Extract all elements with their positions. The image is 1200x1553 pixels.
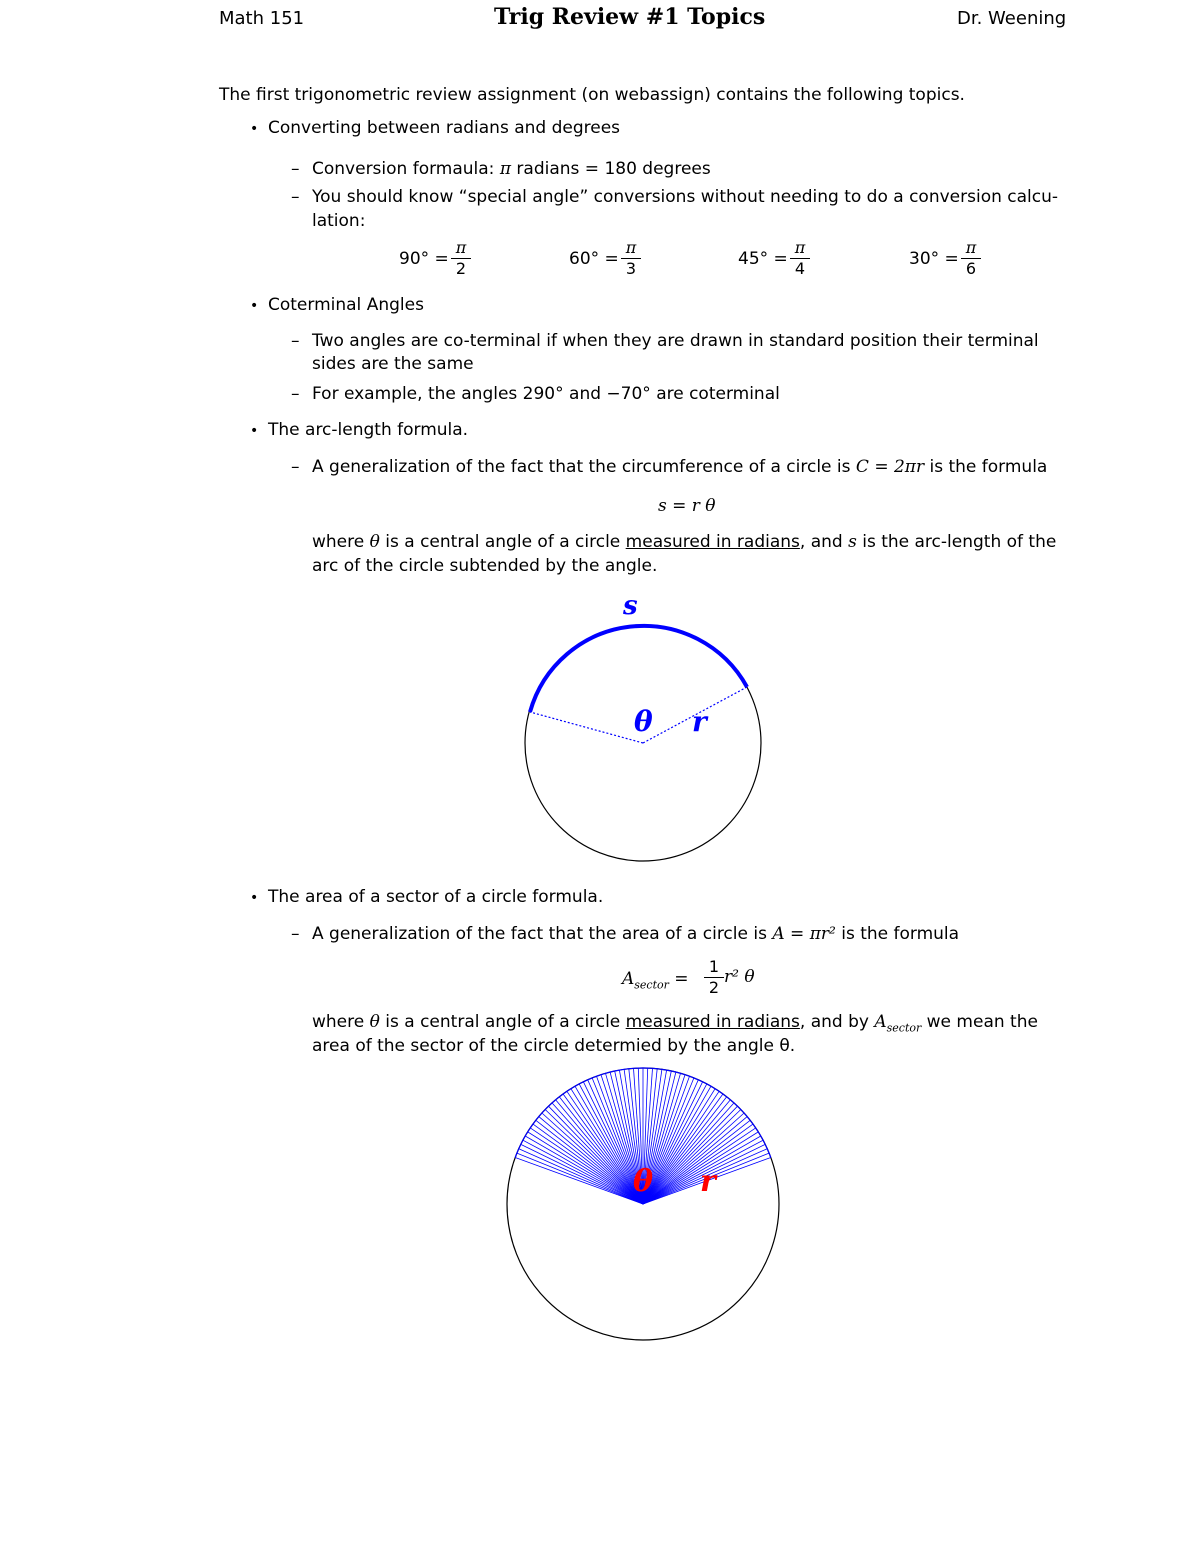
sector-arc-segment [761,1136,763,1140]
angle-45-deg: 45° = [738,249,788,269]
angle-60-fraction: π 3 [621,240,641,277]
coterminal-example: For example, the angles 290° and −70° are coterminal [312,384,780,404]
arc-generalization: A generalization of the fact that the circumference of a circle is C = 2πr is the formula [312,457,1048,477]
author-label: Dr. Weening [957,8,1067,29]
page-title: Trig Review #1 Topics [494,4,766,30]
angle-90-deg: 90° = [399,249,449,269]
sector-label-r: r [700,1164,716,1199]
sector-arc-segment [601,1073,606,1074]
arc-length-formula: s = r θ [658,496,716,516]
sector-where-line2: area of the sector of the circle determied by the angle θ. [312,1036,796,1056]
sector-arc-segment [575,1084,579,1086]
sector-arc-segment [530,1124,533,1128]
sector-arc-segment [542,1110,545,1114]
sector-arc-segment [525,1132,528,1136]
sector-arc-segment [744,1113,747,1117]
sector-arc-segment [571,1086,575,1089]
dash-glyph: – [291,159,300,179]
sector-figure [507,1068,779,1340]
arc-label-r: r [692,705,707,738]
sector-arc-segment [707,1084,711,1086]
sector-arc-segment [624,1069,629,1070]
special-angle-line1: You should know “special angle” conversions without needing to do a conversion calcu- [312,187,1059,207]
sector-arc-segment [681,1073,686,1074]
sector-arc-segment [662,1069,667,1070]
sector-arc-segment [727,1097,731,1100]
sector-arc-segment [719,1091,723,1094]
arc-label-theta: θ [634,705,653,738]
sector-arc-segment [758,1132,761,1136]
sector-arc-segment [676,1072,681,1073]
dash-glyph: – [291,187,300,207]
bullet-radians-degrees: Converting between radians and degrees [268,118,621,138]
sector-where-line1: where θ is a central angle of a circle measured in radians, and by $A_{sector}$ we mean the [312,1012,1038,1035]
intro-text: The first trigonometric review assignment (on webassign) contains the following topics. [219,85,965,105]
angle-60-deg: 60° = [569,249,619,269]
arc-length-figure [525,591,761,861]
sector-arc-segment [711,1086,715,1089]
sector-arc-segment [549,1103,553,1106]
coterminal-def-line1: Two angles are co-terminal if when they are drawn in standard position their terminal [312,331,1039,351]
bullet-glyph: • [250,121,259,137]
sector-arc-segment [545,1106,548,1109]
sector-arc-segment [657,1069,662,1070]
sector-arc-segment [536,1117,539,1121]
bullet-glyph: • [250,423,259,439]
angle-90-fraction: π 2 [451,240,471,277]
sector-arc-segment [671,1071,676,1072]
sector-arc-segment [769,1153,771,1157]
coterminal-def-line2: sides are the same [312,354,474,374]
sector-arc-segment [567,1089,571,1092]
bullet-arc-length: The arc-length formula. [268,420,469,440]
conversion-formula: Conversion formaula: π radians = 180 degrees [312,159,711,179]
sector-ray [643,1110,741,1205]
sector-arc-segment [521,1140,523,1144]
special-angle-line2: lation: [312,211,366,231]
sector-ray [536,1120,643,1204]
course-label: Math 151 [219,8,305,29]
arc-label-s: s [623,591,638,621]
sector-arc-segment [703,1082,707,1084]
sector-label-theta: θ [633,1164,654,1199]
bullet-glyph: • [250,298,259,314]
arc-where-line2: arc of the circle subtended by the angle. [312,556,658,576]
sector-arc-segment [528,1128,531,1132]
sector-arc-segment [753,1124,756,1128]
sector-arc-segment [515,1153,517,1157]
sector-arc-segment [734,1103,738,1106]
sector-arc-segment [750,1120,753,1124]
dash-glyph: – [291,331,300,351]
sector-arc-segment [685,1075,690,1077]
sector-arc-segment [715,1089,719,1092]
sector-arc-segment [597,1075,602,1077]
arc-where-line1: where θ is a central angle of a circle measured in radians, and s is the arc-length of the [312,532,1057,552]
sector-arc-segment [552,1100,556,1103]
sector-arc-segment [756,1128,759,1132]
sector-formula-rhs: r² θ [724,967,755,987]
sector-arc-segment [559,1094,563,1097]
sector-arc-segment [738,1106,741,1109]
sector-arc-segment [539,1113,542,1117]
sector-arc-segment [523,1136,525,1140]
sector-arc-segment [610,1071,615,1072]
arc-radius-left [530,712,643,743]
sector-formula-fraction: 1 2 [704,959,724,996]
sector-arc-segment [579,1082,583,1084]
sector-arc-segment [592,1076,596,1078]
sector-arc-segment [563,1091,567,1094]
sector-arc-segment [763,1140,765,1144]
sector-arc-segment [606,1072,611,1073]
bullet-sector-area: The area of a sector of a circle formula. [268,887,604,907]
bullet-glyph: • [250,890,259,906]
sector-generalization: A generalization of the fact that the area of a circle is A = πr² is the formula [312,924,960,944]
bullet-coterminal: Coterminal Angles [268,295,424,315]
sector-arc-segment [747,1117,750,1121]
sector-arc-segment [723,1094,727,1097]
sector-arc-segment [741,1110,744,1114]
angle-45-fraction: π 4 [790,240,810,277]
sector-arc-segment [533,1120,536,1124]
sector-formula-lhs: $A_{sector}$ = [622,969,689,992]
sector-ray [643,1120,750,1204]
angle-30-deg: 30° = [909,249,959,269]
dash-glyph: – [291,457,300,477]
sector-arc-segment [556,1097,560,1100]
angle-30-fraction: π 6 [961,240,981,277]
sector-arc-segment [730,1100,734,1103]
sector-arc-segment [690,1076,694,1078]
sector-ray [545,1110,643,1205]
dash-glyph: – [291,384,300,404]
dash-glyph: – [291,924,300,944]
arc-s [530,626,747,712]
sector-arc-segment [619,1069,624,1070]
